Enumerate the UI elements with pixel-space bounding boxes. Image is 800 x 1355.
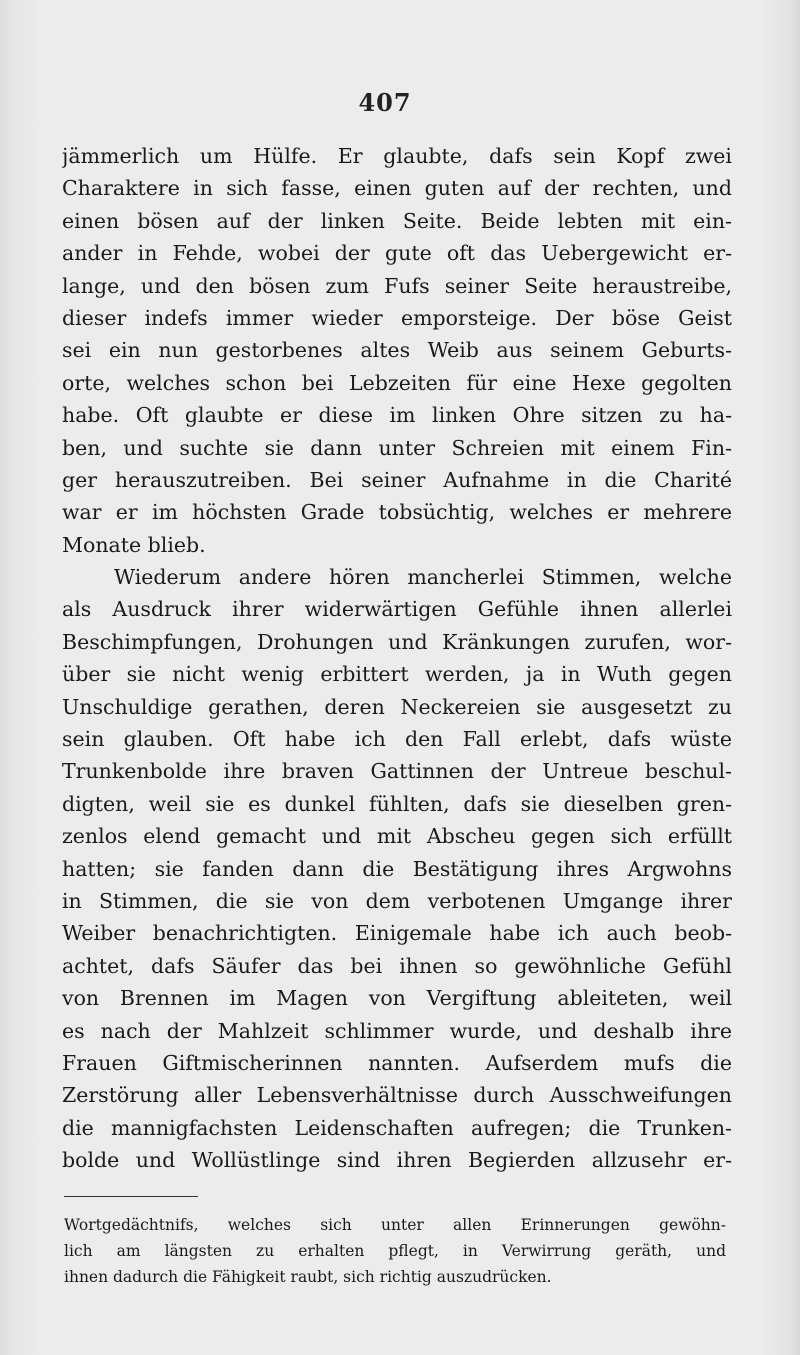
footnote-line: ihnen dadurch die Fähigkeit raubt, sich richtig auszudrücken. xyxy=(64,1268,552,1286)
footnote xyxy=(64,1212,726,1290)
body-line: Zerstörung aller Lebensverhältnisse durch Ausschweifungen xyxy=(62,1083,732,1108)
body-line: habe. Oft glaubte er diese im linken Ohre sitzen zu ha- xyxy=(62,403,732,428)
body-line: lange, und den bösen zum Fufs seiner Seite heraustreibe, xyxy=(62,273,732,298)
body-line: als Ausdruck ihrer widerwärtigen Gefühle ihnen allerlei xyxy=(62,597,732,622)
body-line: sein glauben. Oft habe ich den Fall erlebt, dafs wüste xyxy=(62,727,732,752)
body-line: Wiederum andere hören mancherlei Stimmen, welche xyxy=(114,565,732,590)
body-line: orte, welches schon bei Lebzeiten für eine Hexe gegolten xyxy=(62,370,732,395)
body-line: einen bösen auf der linken Seite. Beide lebten mit ein- xyxy=(62,208,732,233)
body-line: jämmerlich um Hülfe. Er glaubte, dafs sein Kopf zwei xyxy=(62,144,732,168)
footnote-divider xyxy=(64,1196,198,1197)
page-number: 407 xyxy=(358,88,412,117)
body-line: hatten; sie fanden dann die Bestätigung ihres Argwohns xyxy=(62,856,732,881)
body-line: Charaktere in sich fasse, einen guten auf der rechten, und xyxy=(62,176,732,201)
footnote-line: Wortgedächtnifs, welches sich unter allen Erinnerungen gewöhn- xyxy=(64,1216,726,1234)
body-line: Monate blieb. xyxy=(62,532,206,557)
body-line: Beschimpfungen, Drohungen und Kränkungen zurufen, wor- xyxy=(62,629,732,654)
body-line: ben, und suchte sie dann unter Schreien mit einem Fin- xyxy=(62,435,732,460)
body-line: über sie nicht wenig erbittert werden, ja in Wuth gegen xyxy=(62,662,732,687)
body-line: Unschuldige gerathen, deren Neckereien sie ausgesetzt zu xyxy=(62,694,732,719)
body-line: achtet, dafs Säufer das bei ihnen so gewöhnliche Gefühl xyxy=(62,953,732,978)
body-line: ger herauszutreiben. Bei seiner Aufnahme in die Charité xyxy=(62,467,732,492)
body-line: Weiber benachrichtigten. Einigemale habe ich auch beob- xyxy=(62,921,732,946)
body-line: es nach der Mahlzeit schlimmer wurde, und deshalb ihre xyxy=(62,1018,732,1043)
body-line: ander in Fehde, wobei der gute oft das Uebergewicht er- xyxy=(62,241,732,266)
body-line: von Brennen im Magen von Vergiftung ableiteten, weil xyxy=(62,986,732,1011)
body-line: war er im höchsten Grade tobsüchtig, welches er mehrere xyxy=(62,500,732,525)
body-line: Frauen Giftmischerinnen nannten. Aufserdem mufs die xyxy=(62,1050,732,1075)
footnote-line: lich am längsten zu erhalten pflegt, in Verwirrung geräth, und xyxy=(64,1242,726,1260)
body-line: dieser indefs immer wieder emporsteige. Der böse Geist xyxy=(62,305,732,330)
body-line: Trunkenbolde ihre braven Gattinnen der Untreue beschul- xyxy=(62,759,732,784)
body-line: in Stimmen, die sie von dem verbotenen Umgange ihrer xyxy=(62,888,732,913)
body-line: zenlos elend gemacht und mit Abscheu gegen sich erfüllt xyxy=(62,824,732,849)
body-text xyxy=(62,140,732,1177)
body-line: die mannigfachsten Leidenschaften aufregen; die Trunken- xyxy=(62,1115,732,1140)
body-line: sei ein nun gestorbenes altes Weib aus seinem Geburts- xyxy=(62,338,732,363)
body-line: bolde und Wollüstlinge sind ihren Begierden allzusehr er- xyxy=(62,1148,732,1173)
body-line: digten, weil sie es dunkel fühlten, dafs sie dieselben gren- xyxy=(62,791,732,816)
